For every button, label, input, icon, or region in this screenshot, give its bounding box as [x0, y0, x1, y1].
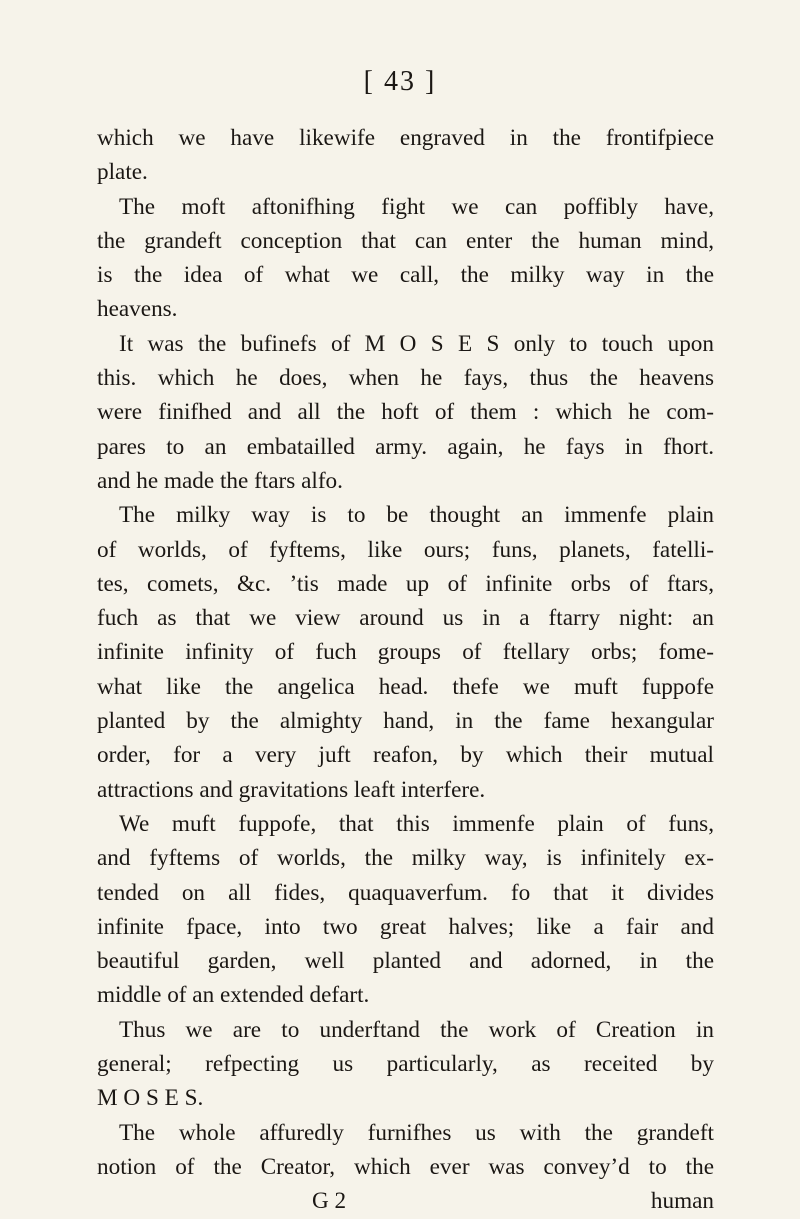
text-line: Thus we are to underftand the work of Creation in [119, 1016, 714, 1043]
text-line: The moft aftonifhing fight we can poffibly have, [119, 193, 714, 220]
text-line: order, for a very juft reafon, by which their mutual [97, 742, 714, 769]
text-line: the grandeft conception that can enter the human mind, [97, 227, 714, 254]
page-number: [ 43 ] [363, 66, 437, 97]
body-text [97, 121, 714, 1219]
text-line: tended on all fides, quaquaverfum. fo that it divides [97, 879, 714, 906]
text-line: fuch as that we view around us in a ftarry night: an [97, 605, 714, 632]
text-line: beautiful garden, well planted and adorned, in the [97, 948, 714, 975]
text-line: attractions and gravitations leaft interfere. [97, 776, 486, 803]
text-line: infinite infinity of fuch groups of ftellary orbs; fome- [97, 639, 714, 666]
text-line: which we have likewife engraved in the frontifpiece [97, 125, 714, 151]
text-line: is the idea of what we call, the milky way in the [97, 262, 714, 289]
text-line: what like the angelica head. thefe we muft fuppofe [97, 673, 714, 700]
signature-mark: G 2 [312, 1188, 347, 1215]
text-line: general; refpecting us particularly, as receited by [97, 1051, 714, 1078]
text-line: pares to an embatailled army. again, he fays in fhort. [97, 433, 714, 460]
page-footer [97, 1184, 714, 1218]
text-line: notion of the Creator, which ever was convey’d to the [97, 1153, 714, 1180]
text-line: and fyftems of worlds, the milky way, is infinitely ex- [97, 845, 714, 872]
text-line: The whole affuredly furnifhes us with the grandeft [119, 1119, 714, 1146]
text-line: It was the bufinefs of M O S E S only to touch upon [119, 330, 714, 357]
text-line: planted by the almighty hand, in the fame hexangular [97, 708, 714, 735]
text-line: We muft fuppofe, that this immenfe plain of funs, [119, 810, 714, 837]
text-line: were finifhed and all the hoft of them : which he com- [97, 399, 714, 426]
text-line: of worlds, of fyftems, like ours; funs, planets, fatelli- [97, 536, 714, 563]
text-line: infinite fpace, into two great halves; like a fair and [97, 913, 714, 940]
text-line: The milky way is to be thought an immenfe plain [119, 502, 714, 529]
text-line: heavens. [97, 296, 178, 323]
text-line: plate. [97, 159, 148, 186]
text-line: this. which he does, when he fays, thus the heavens [97, 365, 714, 392]
text-line: middle of an extended defart. [97, 982, 370, 1009]
text-line: tes, comets, &c. ’tis made up of infinite orbs of ftars, [97, 570, 714, 597]
text-line: and he made the ftars alfo. [97, 467, 343, 494]
text-line: M O S E S. [97, 1085, 204, 1112]
catchword: human [650, 1188, 714, 1215]
